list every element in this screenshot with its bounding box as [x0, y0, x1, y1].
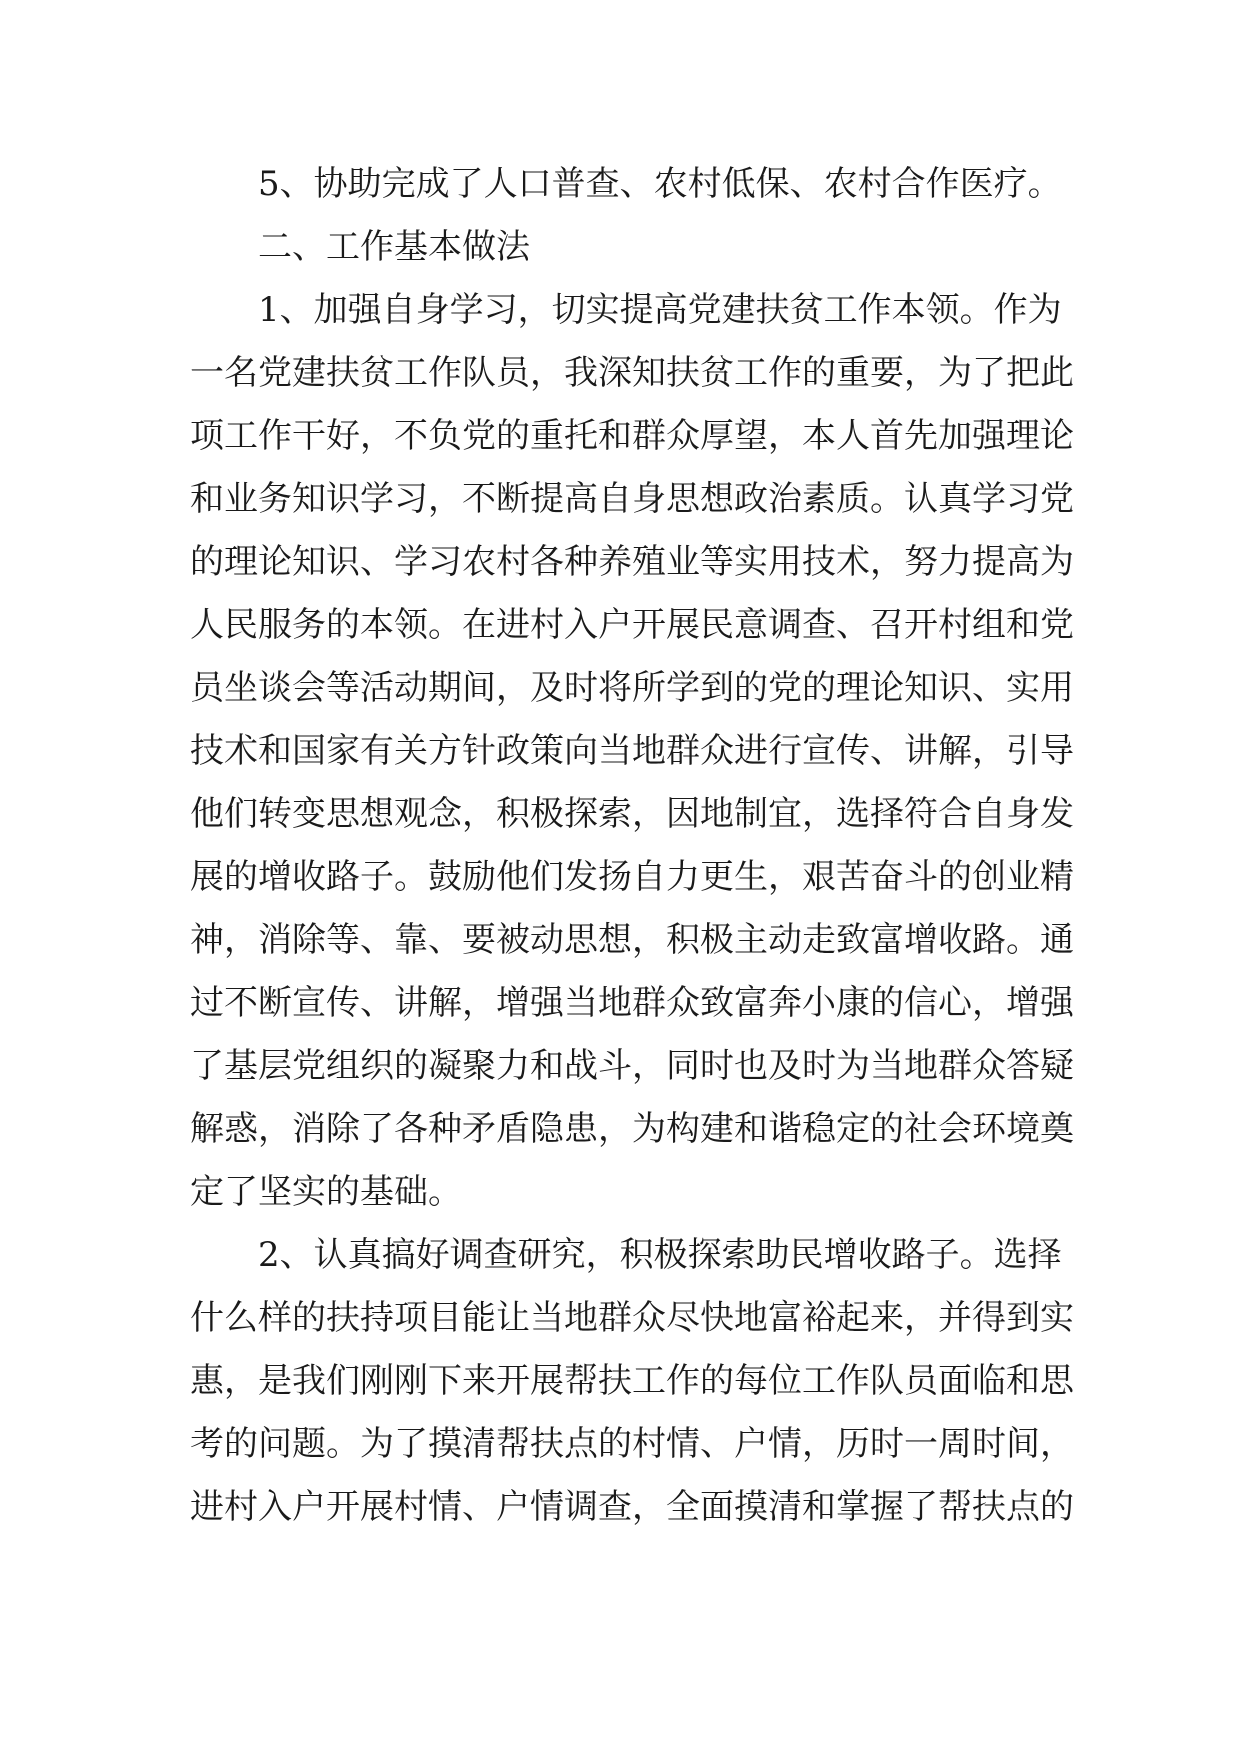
- text-line: 定了坚实的基础。: [190, 1172, 462, 1212]
- text-line: 员坐谈会等活动期间，及时将所学到的党的理论知识、实用: [190, 668, 1074, 708]
- text-line: 5、协助完成了人口普查、农村低保、农村合作医疗。: [258, 164, 1062, 204]
- text-line: 惠，是我们刚刚下来开展帮扶工作的每位工作队员面临和思: [190, 1361, 1074, 1401]
- text-line: 2、认真搞好调查研究，积极探索助民增收路子。选择: [258, 1235, 1062, 1275]
- section-heading: 二、工作基本做法: [258, 227, 530, 267]
- text-line: 什么样的扶持项目能让当地群众尽快地富裕起来，并得到实: [190, 1298, 1074, 1338]
- text-line: 解惑，消除了各种矛盾隐患，为构建和谐稳定的社会环境奠: [190, 1109, 1074, 1149]
- text-line: 了基层党组织的凝聚力和战斗，同时也及时为当地群众答疑: [190, 1046, 1074, 1086]
- text-line: 和业务知识学习，不断提高自身思想政治素质。认真学习党: [190, 479, 1074, 519]
- text-line: 进村入户开展村情、户情调查，全面摸清和掌握了帮扶点的: [190, 1487, 1074, 1527]
- text-line: 他们转变思想观念，积极探索，因地制宜，选择符合自身发: [190, 794, 1074, 834]
- text-line: 过不断宣传、讲解，增强当地群众致富奔小康的信心，增强: [190, 983, 1074, 1023]
- text-line: 的理论知识、学习农村各种养殖业等实用技术，努力提高为: [190, 542, 1074, 582]
- text-line: 项工作干好，不负党的重托和群众厚望，本人首先加强理论: [190, 416, 1074, 456]
- text-line: 技术和国家有关方针政策向当地群众进行宣传、讲解，引导: [190, 731, 1074, 771]
- document-body: [190, 153, 1074, 1539]
- text-line: 展的增收路子。鼓励他们发扬自力更生，艰苦奋斗的创业精: [190, 857, 1074, 897]
- text-line: 一名党建扶贫工作队员，我深知扶贫工作的重要，为了把此: [190, 353, 1074, 393]
- text-line: 人民服务的本领。在进村入户开展民意调查、召开村组和党: [190, 605, 1074, 645]
- text-line: 1、加强自身学习，切实提高党建扶贫工作本领。作为: [258, 290, 1062, 330]
- text-line: 考的问题。为了摸清帮扶点的村情、户情，历时一周时间，: [190, 1424, 1074, 1464]
- text-line: 神，消除等、靠、要被动思想，积极主动走致富增收路。通: [190, 920, 1074, 960]
